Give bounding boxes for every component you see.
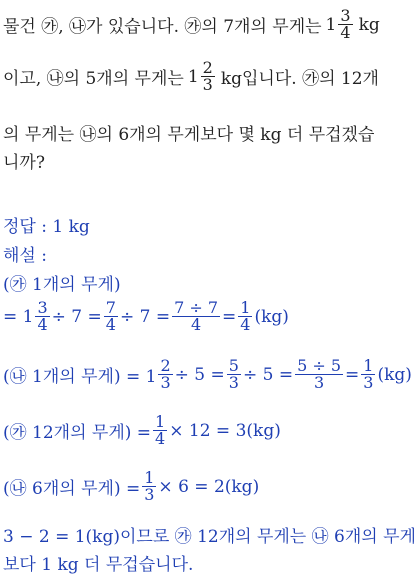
fraction [158,358,172,391]
problem-line-4 [3,148,45,173]
explanation-step-7 [3,550,193,575]
fraction [338,8,352,41]
problem-line-2 [3,60,379,93]
problem-line-3 [3,120,374,145]
denominator: 4 [190,315,202,334]
step-text: (㉮ 1개의 무게) [3,275,121,295]
problem-text: 의 무게는 ㉯의 6개의 무게보다 몇 kg 더 무겁겠습 [3,125,375,145]
step-text: ÷ 7 = [51,306,102,327]
explanation-label [3,241,47,266]
numerator: 1 [144,468,155,487]
numerator: 3 [37,298,48,317]
step-text: (kg) [377,364,412,385]
step-text: ÷ 5 = [242,364,294,385]
fraction [295,358,343,391]
fraction [172,300,220,333]
fraction [153,414,167,447]
problem-text: kg입니다. ㉮의 12개 [220,69,379,89]
explanation-heading: 해설 : [3,246,47,266]
answer-text: 정답 : 1 kg [3,217,90,237]
problem-text: 니까? [3,153,45,173]
answer-line [3,212,90,237]
numerator: 3 [340,6,351,25]
step-text: (㉮ 12개의 무게) = [3,423,152,443]
numerator: 1 [240,298,251,317]
mixed-fraction [188,60,217,93]
fraction [361,358,375,391]
numerator: 7 [105,298,116,317]
denominator: 4 [37,315,48,334]
step-text: = [345,364,360,385]
step-text: 3 − 2 = 1(kg)이므로 ㉮ 12개의 무게는 ㉯ 6개의 무게 [3,527,416,547]
explanation-step-3 [3,358,412,391]
fraction [238,300,252,333]
unit-text: kg [358,14,380,35]
denominator: 4 [105,315,116,334]
step-text: × 6 = 2(kg) [158,476,260,497]
denominator: 3 [313,373,325,392]
fraction [142,470,156,503]
explanation-step-2 [3,300,289,333]
problem-line-1 [3,8,380,41]
step-text: ÷ 5 = [174,364,225,385]
step-text: 보다 1 kg 더 무겁습니다. [3,555,194,575]
step-text: (㉯ 6개의 무게) = [3,479,141,499]
step-text: (kg) [254,306,289,327]
numerator: 1 [363,356,374,375]
explanation-step-1 [3,270,121,295]
denominator: 3 [144,485,155,504]
numerator: 7 ÷ 7 [174,298,219,317]
denominator: 3 [160,373,171,392]
numerator: 5 ÷ 5 [297,356,342,375]
numerator: 2 [160,356,171,375]
numerator: 5 [228,356,239,375]
step-text: (㉯ 1개의 무게) = 1 [3,367,157,387]
denominator: 4 [340,23,351,42]
denominator: 4 [240,315,251,334]
problem-text: 이고, ㉯의 5개의 무게는 [3,69,184,89]
fraction [104,300,118,333]
denominator: 3 [363,373,374,392]
explanation-step-5 [3,470,259,503]
denominator: 3 [202,75,213,94]
step-text: = [222,306,237,327]
fraction [35,300,49,333]
problem-text: 물건 ㉮, ㉯가 있습니다. ㉮의 7개의 무게는 [3,17,322,37]
fraction [201,60,215,93]
denominator: 4 [155,429,166,448]
numerator: 1 [155,412,166,431]
denominator: 3 [228,373,239,392]
step-text: = 1 [3,306,34,327]
step-text: × 12 = 3(kg) [169,420,281,441]
mixed-fraction [326,8,355,41]
step-text: ÷ 7 = [119,306,171,327]
whole-part: 1 [187,66,199,87]
numerator: 2 [202,58,213,77]
fraction [227,358,241,391]
whole-part: 1 [325,14,337,35]
explanation-step-4 [3,414,281,447]
explanation-step-6 [3,522,416,547]
